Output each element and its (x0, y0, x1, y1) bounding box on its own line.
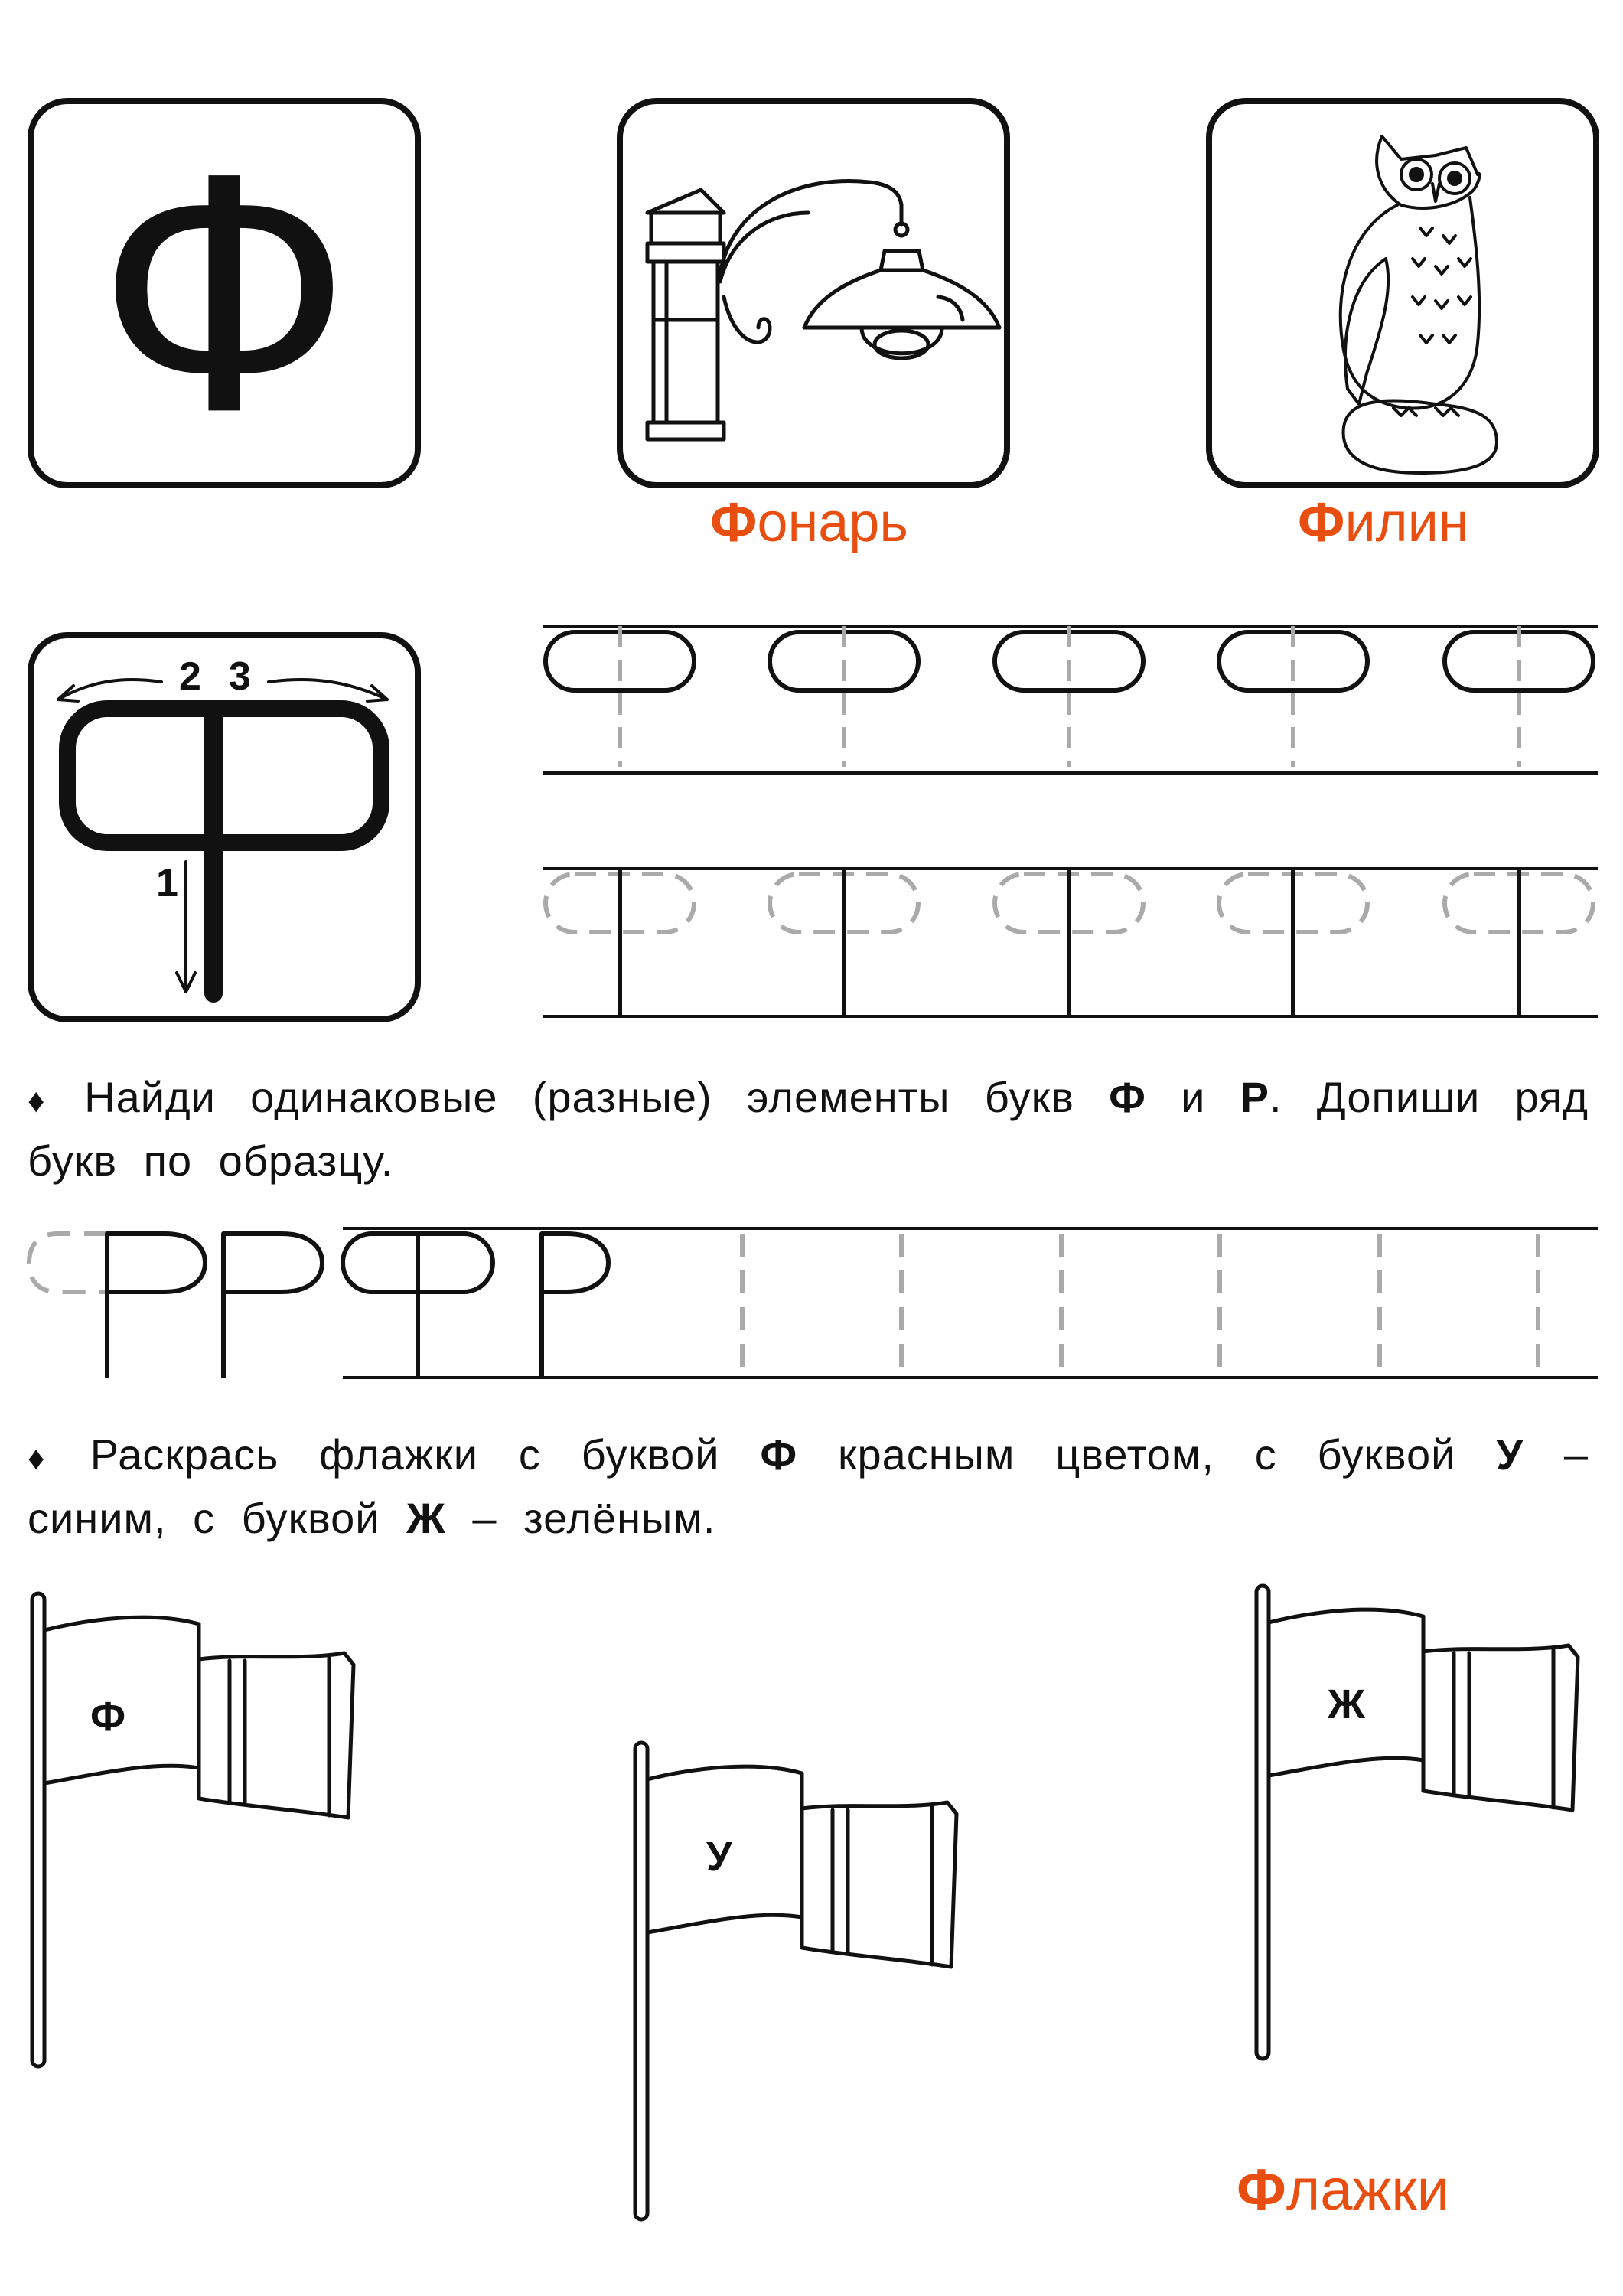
letter-r: Р (1240, 1073, 1270, 1121)
flag-3 (1256, 1586, 1578, 2059)
stroke-number-3: 3 (229, 654, 251, 699)
flag-1 (32, 1593, 354, 2066)
task-2-instruction: ♦ Раскрась флажки с буквой Ф красным цветом, с буквой У – синим, с буквой Ж – зелёным. (28, 1430, 1589, 1542)
task-1-instruction: ♦ Найди одинаковые (разные) элементы букв Ф и Р. Допиши ряд букв по образцу. (28, 1073, 1589, 1185)
stroke-number-1: 1 (156, 861, 178, 905)
big-letter-f: Ф (96, 105, 353, 481)
stroke-number-2: 2 (179, 654, 201, 699)
flags-caption: Флажки (1237, 2157, 1450, 2223)
owl-caption: Филин (1298, 492, 1469, 553)
flag-3-letter[interactable]: Ж (1328, 1681, 1365, 1727)
flag-1-letter[interactable]: Ф (90, 1694, 126, 1740)
flag-2 (635, 1743, 957, 2219)
bullet-icon: ♦ (28, 1082, 54, 1120)
lantern-caption: Фонарь (710, 492, 908, 553)
letter-f: Ф (1109, 1073, 1146, 1121)
bullet-icon: ♦ (28, 1440, 60, 1477)
flag-2-letter[interactable]: У (706, 1834, 732, 1880)
